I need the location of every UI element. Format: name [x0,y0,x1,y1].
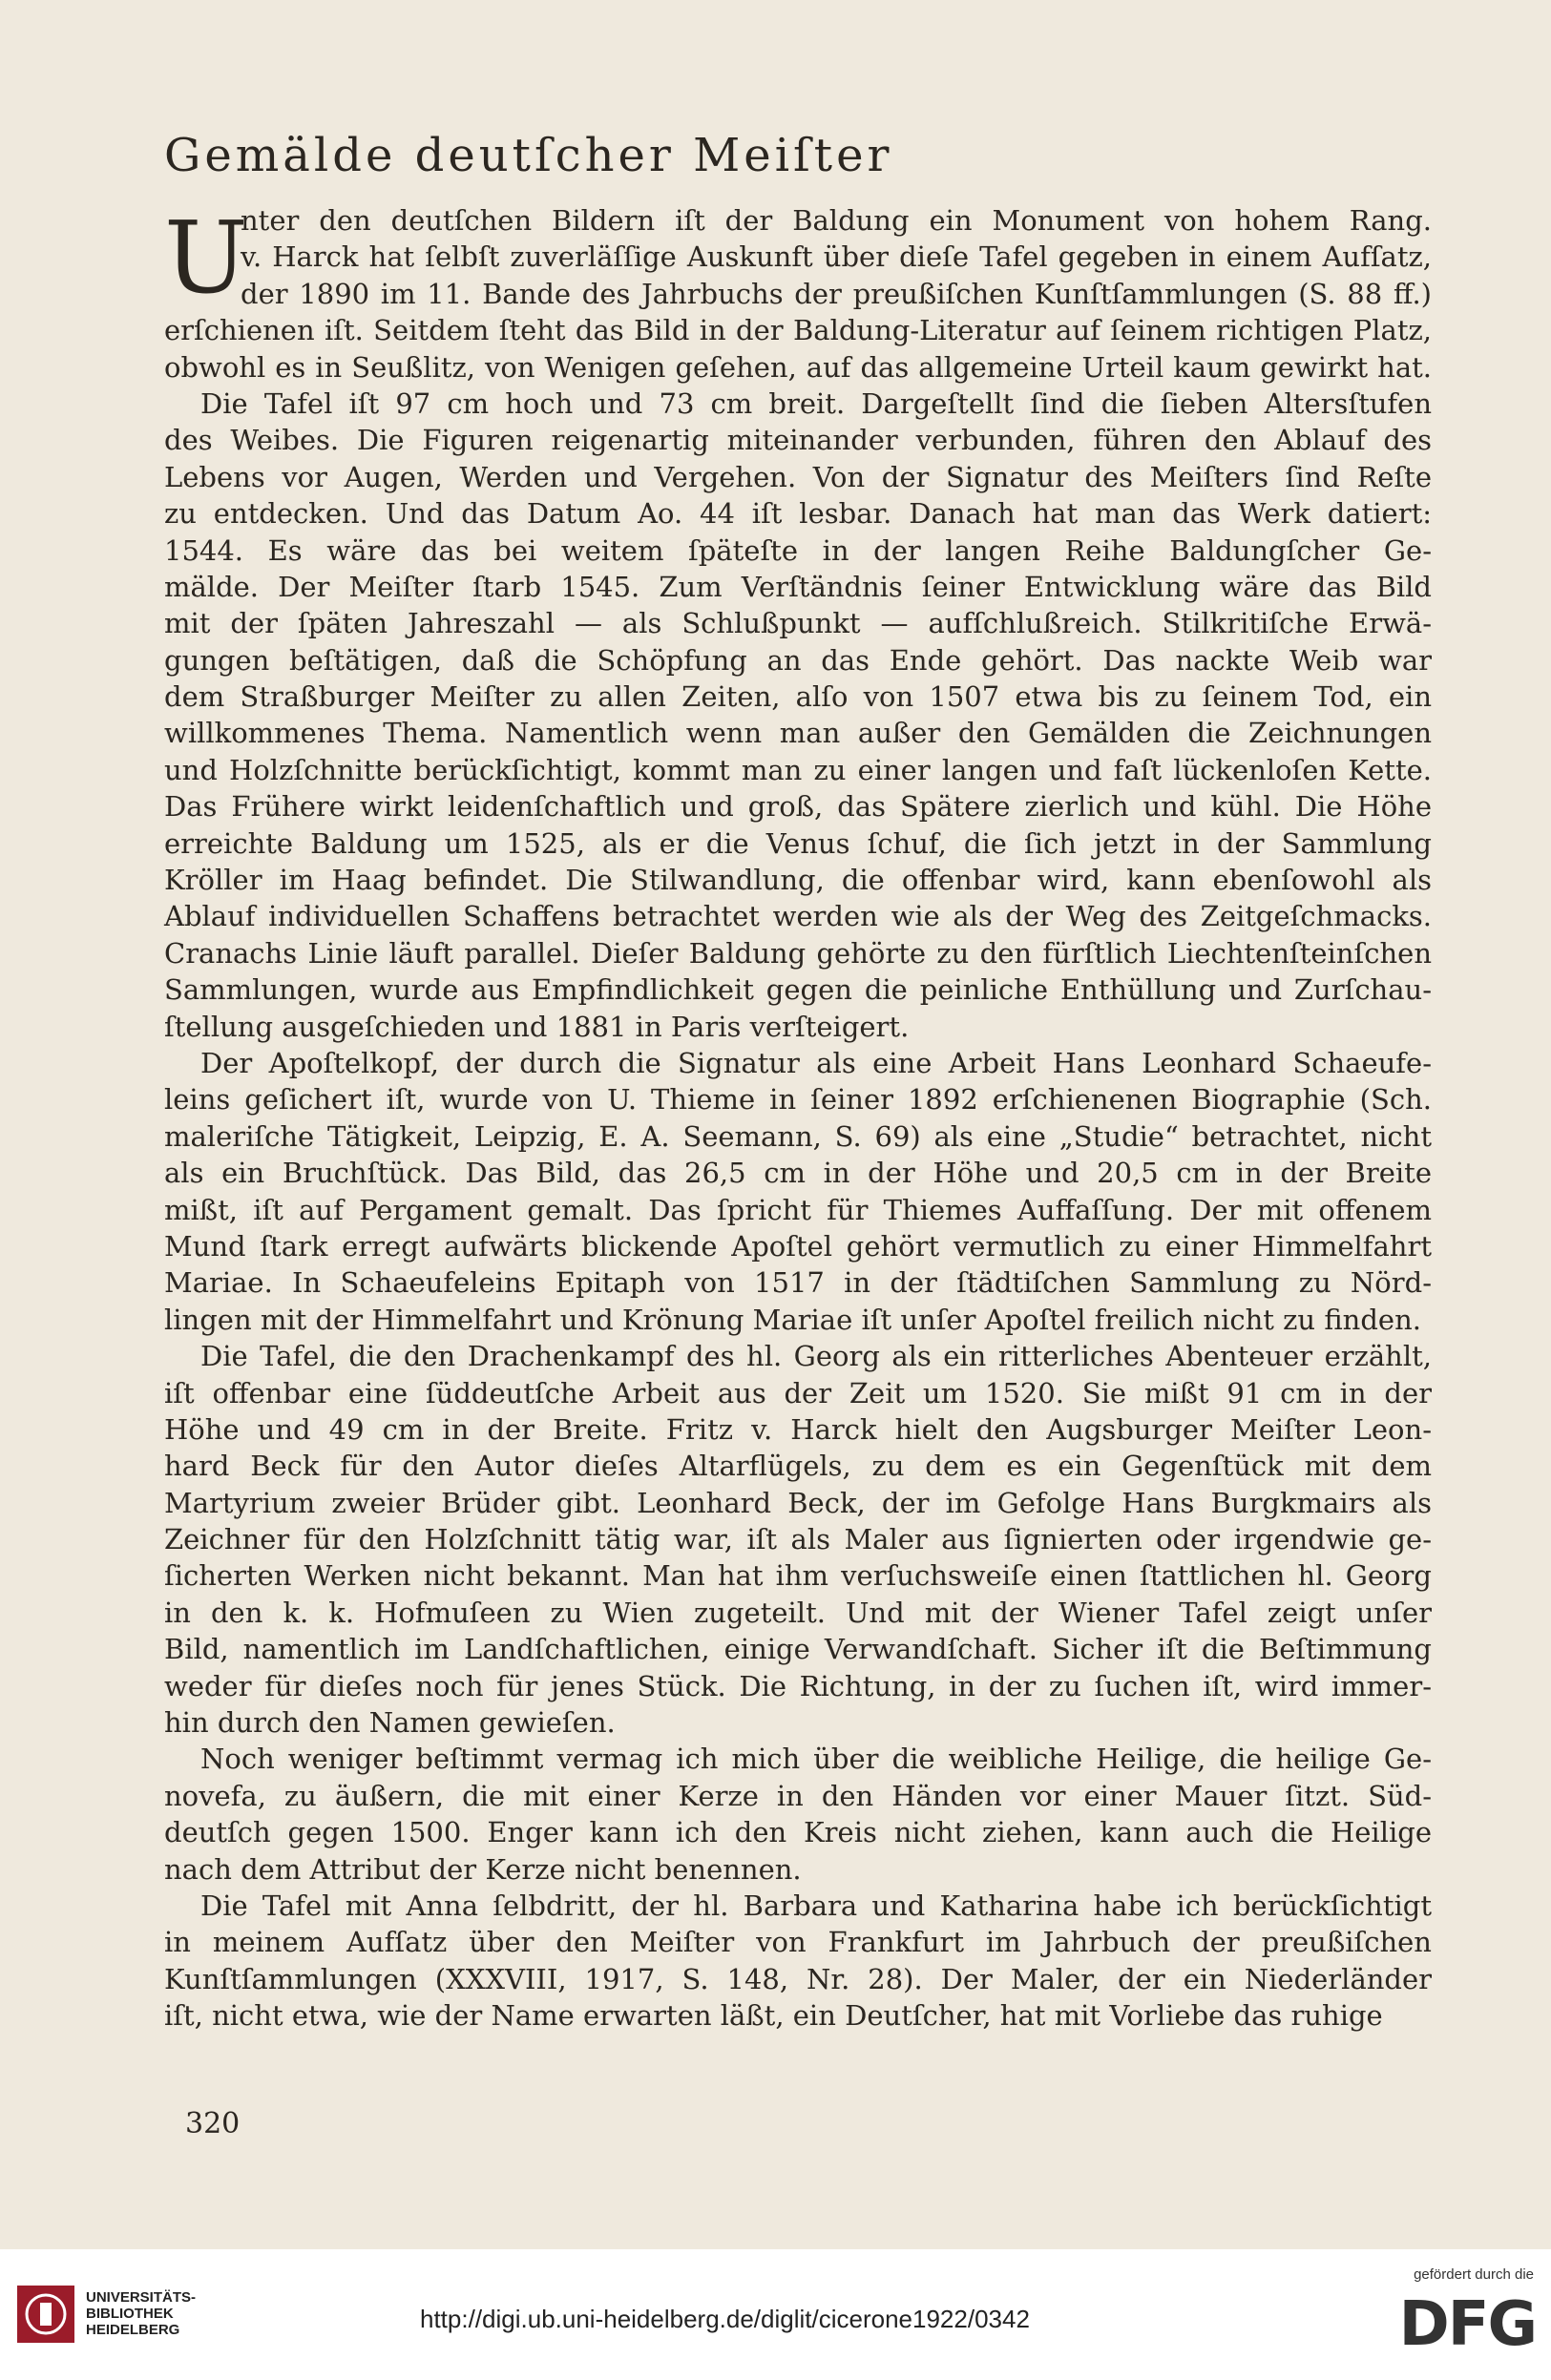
text-line: Mariae. In Schaeufeleins Epitaph von 1517 in der ſtädtiſchen Sammlung zu Nörd- [164,1266,1432,1300]
text-line: mälde. Der Meiſter ſtarb 1545. Zum Verſtändnis ſeiner Entwicklung wäre das Bild [164,570,1432,603]
text-line: Martyrium zweier Brüder gibt. Leonhard Beck, der im Gefolge Hans Burgkmairs als [164,1486,1432,1519]
institution-name [86,2289,196,2338]
institution-line-3: HEIDELBERG [86,2322,180,2338]
text-line: dem Straßburger Meiſter zu allen Zeiten, alſo von 1507 etwa bis zu ſeinem Tod, ein [164,680,1432,714]
drop-cap: U [164,199,248,316]
text-line: Kunſtſammlungen (XXXVIII, 1917, S. 148, Nr. 28). Der Maler, der ein Niederländer [164,1962,1432,1995]
text-line: weder für dieſes noch für jenes Stück. Die Richtung, in der zu ſuchen iſt, wird immer- [164,1669,1432,1702]
text-line: novefa, zu äußern, die mit einer Kerze in den Händen vor einer Mauer ſitzt. Süd- [164,1779,1432,1812]
text-line: mit der ſpäten Jahreszahl — als Schlußpunkt — aufſchlußreich. Stilkritiſche Erwä- [164,607,1432,640]
text-line: in meinem Aufſatz über den Meiſter von Frankfurt im Jahrbuch der preußiſchen [164,1926,1432,1959]
text-line: nter den deutſchen Bildern iſt der Baldung ein Monument von hohem Rang. [241,204,1432,237]
text-line: in den k. k. Hofmuſeen zu Wien zugeteilt. Und mit der Wiener Tafel zeigt unſer [164,1596,1432,1629]
text-line: Lebens vor Augen, Werden und Vergehen. Von der Signatur des Meiſters ſind Reſte [164,460,1432,493]
text-line: gungen beſtätigen, daß die Schöpfung an das Ende gehört. Das nackte Weib war [164,643,1432,677]
text-line: Die Tafel iſt 97 cm hoch und 73 cm breit. Dargeſtellt ſind die ſieben Altersſtufen [200,386,1432,420]
text-line: Noch weniger beſtimmt vermag ich mich über die weibliche Heilige, die heilige Ge- [200,1743,1432,1776]
text-line: erſchienen iſt. Seitdem ſteht das Bild in der Baldung-Literatur auf ſeinem richtigen Platz, [164,314,1432,347]
text-line: lingen mit der Himmelfahrt und Krönung Mariae iſt unſer Apoſtel freilich nicht zu finden. [164,1303,1421,1336]
text-line: Ablauf individuellen Schaffens betrachtet werden wie als der Weg des Zeitgeſchmacks. [164,900,1432,933]
text-line: mißt, iſt auf Pergament gemalt. Das ſpricht für Thiemes Auffaſſung. Der mit offenem [164,1193,1432,1226]
text-line: zu entdecken. Und das Datum Ao. 44 iſt lesbar. Danach hat man das Werk datiert: [164,497,1432,531]
text-line: v. Harck hat ſelbſt zuverläſſige Auskunft über dieſe Tafel gegeben in einem Aufſatz, [241,240,1432,274]
text-line: obwohl es in Seußlitz, von Wenigen geſehen, auf das allgemeine Urteil kaum gewirkt hat. [164,350,1432,384]
text-line: Sammlungen, wurde aus Empfindlichkeit gegen die peinliche Enthüllung und Zurſchau- [164,973,1432,1007]
text-line: Zeichner für den Holzſchnitt tätig war, iſt als Maler aus ſignierten oder irgendwie ge- [164,1523,1432,1556]
text-line: hard Beck für den Autor dieſes Altarflügels, zu dem es ein Gegenſtück mit dem [164,1450,1432,1483]
institution-line-2: BIBLIOTHEK [86,2306,174,2322]
text-line: willkommenes Thema. Namentlich wenn man außer den Gemälden die Zeichnungen [164,717,1432,750]
text-line: deutſch gegen 1500. Enger kann ich den Kreis nicht ziehen, kann auch die Heilige [164,1816,1432,1849]
footer-bar [0,2249,1551,2380]
text-line: Die Tafel, die den Drachenkampf des hl. Georg als ein ritterliches Abenteuer erzählt, [200,1340,1432,1373]
text-line: nach dem Attribut der Kerze nicht benennen. [164,1852,802,1886]
text-line: Bild, namentlich im Landſchaftlichen, einige Verwandſchaft. Sicher iſt die Beſtimmung [164,1633,1432,1666]
text-line: Das Frühere wirkt leidenſchaftlich und groß, das Spätere zierlich und kühl. Die Höhe [164,790,1432,824]
page-heading: Gemälde deutſcher Meiſter [164,129,893,182]
text-line: ſtellung ausgeſchieden und 1881 in Paris verſteigert. [164,1010,910,1043]
text-line: maleriſche Tätigkeit, Leipzig, E. A. Seemann, S. 69) als eine „Studie“ betrachtet, nicht [164,1119,1432,1153]
text-line: hin durch den Namen gewieſen. [164,1706,616,1740]
text-line: leins geſichert iſt, wurde von U. Thieme in ſeiner 1892 erſchienenen Biographie (Sch. [164,1083,1432,1117]
text-line: 1544. Es wäre das bei weitem ſpäteſte in der langen Reihe Baldungſcher Ge- [164,533,1432,567]
text-line: iſt offenbar eine ſüddeutſche Arbeit aus der Zeit um 1520. Sie mißt 91 cm in der [164,1376,1432,1409]
text-line: ſicherten Werken nicht bekannt. Man hat ihm verſuchsweiſe einen ſtattlichen hl. Georg [164,1559,1432,1593]
text-line: Cranachs Linie läuft parallel. Dieſer Baldung gehörte zu den fürſtlich Liechtenſteinſchen [164,936,1432,970]
funding-label: gefördert durch die [1414,2266,1534,2283]
text-line: iſt, nicht etwa, wie der Name erwarten läßt, ein Deutſcher, hat mit Vorliebe das ruhige [164,1999,1383,2033]
page-number: 320 [185,2107,241,2140]
body-text [164,199,1432,2035]
text-line: Der Apoſtelkopf, der durch die Signatur als eine Arbeit Hans Leonhard Schaeufe- [200,1046,1432,1079]
text-line: Höhe und 49 cm in der Breite. Fritz v. Harck hielt den Augsburger Meiſter Leon- [164,1412,1432,1446]
text-line: Mund ſtark erregt aufwärts blickende Apoſtel gehört vermutlich zu einer Himmelfahrt [164,1229,1432,1263]
dfg-logo: DFG [1398,2289,1536,2360]
text-line: und Holzſchnitte berückſichtigt, kommt man zu einer langen und faſt lückenloſen Kette. [164,753,1432,786]
text-line: erreichte Baldung um 1525, als er die Venus ſchuf, die ſich jetzt in der Sammlung [164,826,1432,860]
institution-line-1: UNIVERSITÄTS- [86,2289,197,2306]
text-line: des Weibes. Die Figuren reigenartig miteinander verbunden, führen den Ablauf des [164,424,1432,457]
text-line: Die Tafel mit Anna ſelbdritt, der hl. Barbara und Katharina habe ich berückſichtigt [200,1889,1432,1922]
text-line: Kröller im Haag befindet. Die Stilwandlung, die offenbar wird, kann ebenſowohl als [164,864,1432,897]
source-url-link[interactable]: http://digi.ub.uni-heidelberg.de/diglit/cicerone1922/0342 [420,2305,1030,2333]
text-line: als ein Bruchſtück. Das Bild, das 26,5 cm in der Höhe und 20,5 cm in der Breite [164,1157,1432,1190]
text-line: der 1890 im 11. Bande des Jahrbuchs der preußiſchen Kunſtſammlungen (S. 88 ff.) [241,277,1432,310]
university-seal-icon [17,2286,74,2343]
